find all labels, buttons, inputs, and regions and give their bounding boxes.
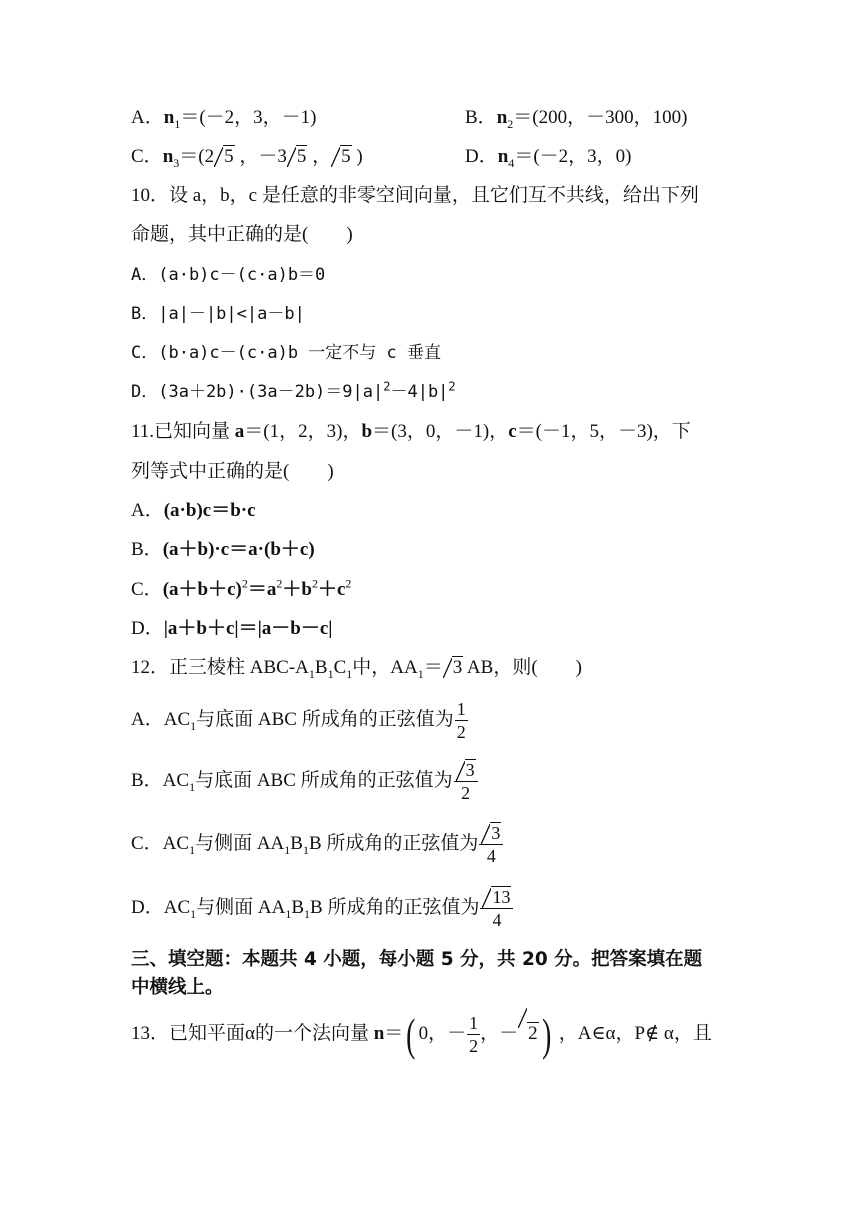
q10-option-a: A．(a·b)c－(c·a)b＝0	[131, 265, 326, 285]
q9-option-a: A．$n_1=(-2$，3，－1)	[131, 107, 317, 131]
q10-option-c: C．(b·a)c－(c·a)b 一定不与 c 垂直	[131, 343, 441, 363]
q11-option-c: C．$(a+b+c)^2=a^2+b^2+c^2$	[131, 576, 352, 600]
q11-stem-line2: 列等式中正确的是( )	[131, 461, 334, 482]
q10-option-d: D．$(3a+2b)\cdot(3a-2b)=9|a|^2-4|b|^2$	[131, 379, 456, 402]
q10-stem-line1: 10．设 a，b，c 是任意的非零空间向量，且它们互不共线，给出下列	[131, 185, 699, 206]
q12-option-d: D．$AC_1$与侧面 $AA_1B_1B$ 所成角的正弦值为 $\frac{13}{4}$	[131, 884, 513, 932]
q9-option-d: D．$n_4=(-2$，3，0)	[465, 146, 632, 170]
q12-option-b: B．$AC_1$与底面 ABC 所成角的正弦值为 $\frac{3}{2}$	[131, 757, 478, 805]
q13-stem: 13．已知平面α的一个法向量 n＝( 0，－ $\frac{1}{2}$ ，－ 2) ，A∈α，P∉ α，且	[131, 1006, 712, 1062]
q11-option-d: D．|a＋b＋c|＝|a－b－c|	[131, 618, 333, 639]
q10-option-b: B．|a|－|b|<|a－b|	[131, 304, 305, 324]
q11-stem-line1: 11.已知向量 a＝(1，2，3)，b＝(3，0，－1)，c＝(－1，5，－3)，下	[131, 421, 691, 442]
section-heading-line2: 中横线上。	[131, 977, 224, 998]
fraction: $\frac{1}{2}$	[456, 699, 466, 743]
q12-option-a: A．$AC_1$与底面 ABC 所成角的正弦值为 $\frac{1}{2}$	[131, 699, 466, 743]
fraction: $\frac{13}{4}$	[480, 886, 513, 931]
left-paren: (	[406, 1008, 416, 1060]
q10-stem-line2: 命题，其中正确的是( )	[131, 224, 353, 245]
q9-option-c: C．$n_3=(2$ 5 ，－3 5 ， 5 )	[131, 146, 363, 170]
fraction: $\frac{3}{2}$	[454, 759, 478, 804]
q9-option-b: B．$n_2=(200$，－300，100)	[465, 107, 688, 131]
q12-stem: 12．正三棱柱 ABC-$A_1B_1C_1$中，$AA_1= 3$ AB，则( )	[131, 657, 582, 681]
q11-option-a: A．(a·b)c＝b·c	[131, 500, 256, 521]
q12-option-c: C．$AC_1$与侧面 $AA_1B_1B$ 所成角的正弦值为 $\frac{3}{4}$	[131, 820, 503, 868]
fraction: $\frac{3}{4}$	[479, 822, 503, 867]
fraction: $\frac{1}{2}$	[469, 1013, 479, 1057]
right-paren: )	[541, 1008, 551, 1060]
section-heading-line1: 三、填空题：本题共 4 小题，每小题 5 分，共 20 分。把答案填在题	[131, 949, 703, 970]
q11-option-b: B．(a＋b)·c＝a·(b＋c)	[131, 539, 315, 560]
